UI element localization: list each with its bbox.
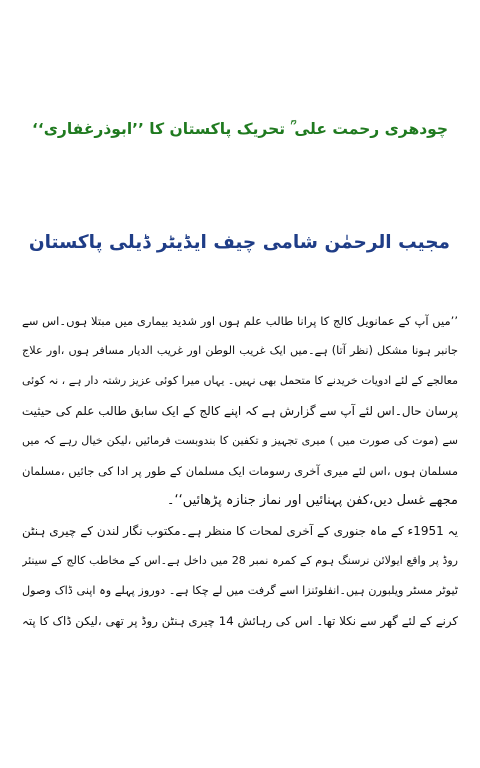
body-line: جانبر ہونا مشکل (نظر آتا) ہے۔میں ایک غریب الوطن اور غریب الدیار مسافر ہوں ،اور علاج [22, 344, 458, 357]
article-byline: مجیب الرحمٰن شامی چیف ایڈیٹر ڈیلی پاکستان [28, 232, 450, 253]
body-line: کرنے کے لئے گھر سے نکلا تھا۔ اس کی رہائش 14 چیری ہنٹن روڈ پر تھی ،لیکن ڈاک کا پتہ [22, 614, 458, 628]
body-line: مجھے غسل دیں،کفن پہنائیں اور نماز جنازہ پڑھائیں‘‘۔ [166, 493, 458, 508]
article-title: چودھری رحمت علی ؒ تحریک پاکستان کا ’’ابوذرغفاری‘‘ [31, 120, 449, 138]
body-line: سے (موت کی صورت میں ) میری تجہیز و تکفین کا بندوبست فرمائیں ،لیکن خیال رہے کہ میں [22, 434, 458, 447]
body-line: روڈ پر واقع ایولائن نرسنگ ہوم کے کمرہ نمبر 28 میں داخل ہے۔اس کے مخاطب کالج کے سینئر [22, 554, 458, 567]
body-line: پرسان حال۔اس لئے آپ سے گزارش ہے کہ اپنے کالج کے ایک سابق طالب علم کی حیثیت [22, 404, 458, 418]
body-line: ’’میں آپ کے عمانویل کالج کا پرانا طالب علم ہوں اور شدید بیماری میں مبتلا ہوں۔اس سے [22, 314, 458, 328]
body-line: یہ 1951ء کے ماہ جنوری کے آخری لمحات کا منظر ہے۔مکتوب نگار لندن کے چیری ہنٹن [22, 524, 458, 538]
article-body [22, 306, 458, 636]
body-line: معالجے کے لئے ادویات خریدنے کا متحمل بھی نہیں۔ یہاں میرا کوئی عزیز رشتہ دار ہے ، نہ کوئی [22, 374, 458, 387]
body-line: مسلمان ہوں ،اس لئے میری آخری رسومات ایک مسلمان کے طور پر ادا کی جائیں ،مسلمان [22, 464, 458, 478]
body-line: ٹیوٹر مسٹر ویلبورن ہیں۔انفلوئنزا اسے گرفت میں لے چکا ہے۔ دوروز پہلے وہ اپنی ڈاک وصول [22, 584, 458, 597]
